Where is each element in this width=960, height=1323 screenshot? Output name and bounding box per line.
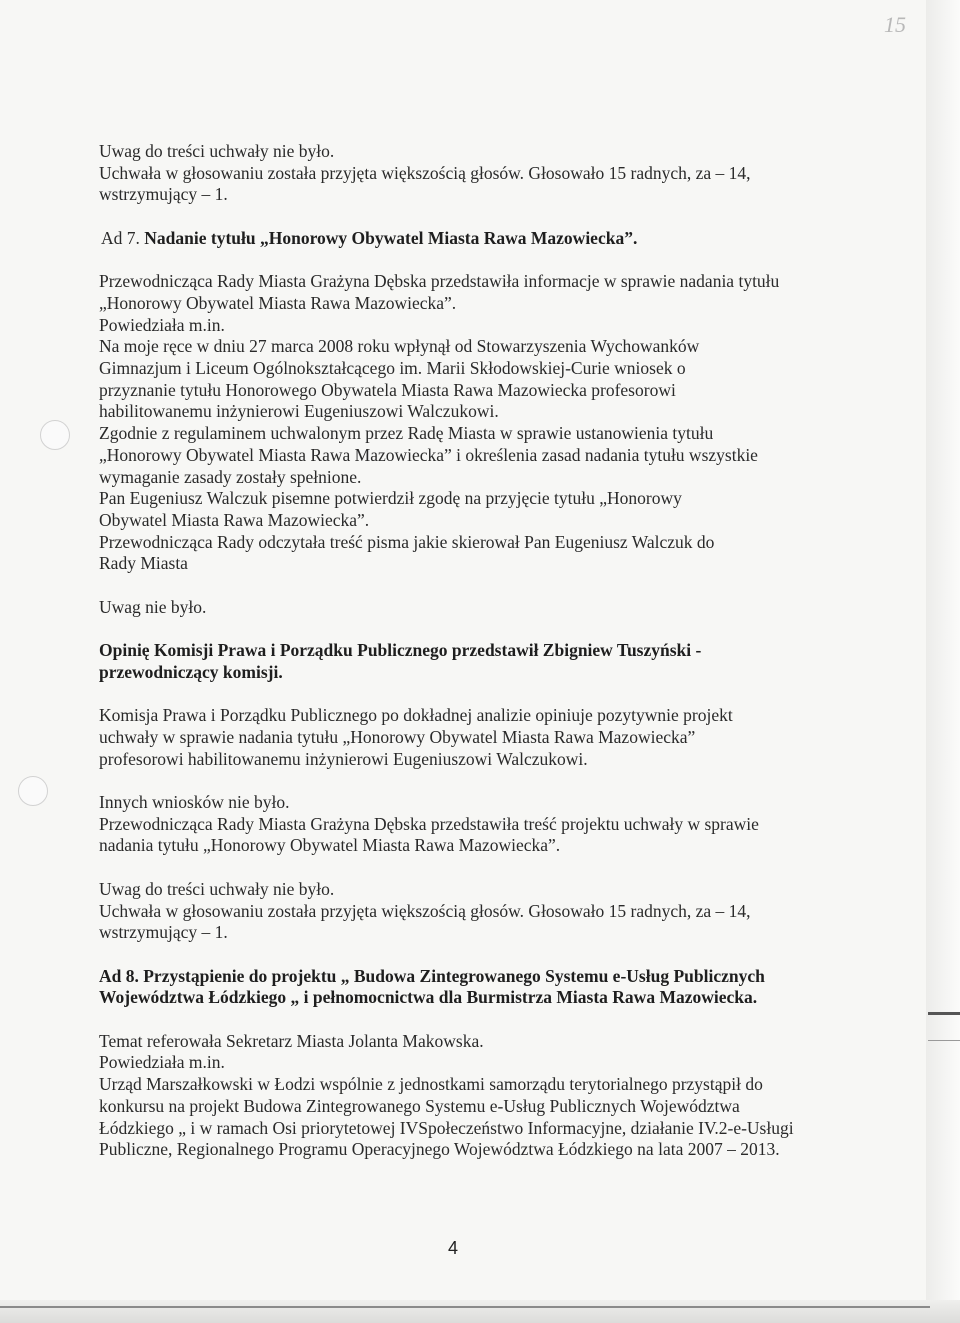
text-line: profesorowi habilitowanemu inżynierowi Eugeniuszowi Walczukowi. <box>99 748 588 769</box>
bold-line: Opinię Komisji Prawa i Porządku Publicznego przedstawił Zbigniew Tuszyński - <box>99 640 702 661</box>
text-line: Na moje ręce w dniu 27 marca 2008 roku wpłynął od Stowarzyszenia Wychowanków <box>99 336 700 357</box>
scan-edge-mark-secondary <box>928 1040 960 1041</box>
text-line: „Honorowy Obywatel Miasta Rawa Mazowiecka”. <box>99 292 457 313</box>
text-line: wstrzymujący – 1. <box>99 922 228 943</box>
paragraph-p1 <box>99 141 869 206</box>
paragraph-p3 <box>99 271 869 575</box>
text-line: Pan Eugeniusz Walczuk pisemne potwierdził zgodę na przyjęcie tytułu „Honorowy <box>99 488 682 509</box>
text-line: Przewodnicząca Rady Miasta Grażyna Dębska przedstawiła treść projektu uchwały w sprawie <box>99 813 759 834</box>
text-line: Przewodnicząca Rady Miasta Grażyna Dębska przedstawiła informacje w sprawie nadania tytułu <box>99 271 780 292</box>
bold-line: Ad 8. Przystąpienie do projektu „ Budowa Zintegrowanego Systemu e-Usług Publicznych <box>99 965 765 986</box>
paragraph-p8 <box>99 879 869 944</box>
text-line: „Honorowy Obywatel Miasta Rawa Mazowiecka” i określenia zasad nadania tytułu wszystkie <box>99 444 758 465</box>
text-line: Uwag nie było. <box>99 596 207 617</box>
text-line: wymaganie zasady zostały spełnione. <box>99 466 362 487</box>
paragraph-p7 <box>99 792 869 857</box>
text-line: przyznanie tytułu Honorowego Obywatela Miasta Rawa Mazowiecka profesorowi <box>99 379 676 400</box>
text-line: Gimnazjum i Liceum Ogólnokształcącego im. Marii Skłodowskiej-Curie wniosek o <box>99 358 686 378</box>
text-line: Zgodnie z regulaminem uchwalonym przez Radę Miasta w sprawie ustanowienia tytułu <box>99 423 714 444</box>
scan-edge-right <box>926 0 960 1323</box>
scan-edge-line <box>0 1306 930 1308</box>
text-line: Uchwała w głosowaniu została przyjęta większością głosów. Głosowało 15 radnych, za – 14, <box>99 162 751 183</box>
agenda-item-title: Nadanie tytułu „Honorowy Obywatel Miasta Rawa Mazowiecka”. <box>139 227 638 248</box>
paragraph-p10 <box>99 1031 869 1161</box>
text-line: Uchwała w głosowaniu została przyjęta większością głosów. Głosowało 15 radnych, za – 14, <box>99 900 751 921</box>
text-line: Przewodnicząca Rady odczytała treść pisma jakie skierował Pan Eugeniusz Walczuk do <box>99 531 715 552</box>
text-line: Publiczne, Regionalnego Programu Operacyjnego Województwa Łódzkiego na lata 2007 – 2013. <box>99 1139 780 1160</box>
text-line: nadania tytułu „Honorowy Obywatel Miasta Rawa Mazowiecka”. <box>99 835 561 856</box>
text-line: Rady Miasta <box>99 553 188 574</box>
heading-line <box>99 228 869 250</box>
text-line: Obywatel Miasta Rawa Mazowiecka”. <box>99 509 370 530</box>
text-line: Komisja Prawa i Porządku Publicznego po dokładnej analizie opiniuje pozytywnie projekt <box>99 705 733 726</box>
committee-opinion-heading <box>99 640 869 683</box>
section-heading-ad8 <box>99 966 869 1009</box>
text-line: Innych wniosków nie było. <box>99 792 290 812</box>
punch-hole-icon <box>40 420 70 450</box>
document-body <box>99 141 869 1161</box>
bold-line: przewodniczący komisji. <box>99 661 283 682</box>
text-line: Uwag do treści uchwały nie było. <box>99 141 335 161</box>
agenda-item-prefix: Ad 7. <box>101 227 140 248</box>
punch-hole-icon <box>18 776 48 806</box>
text-line: Powiedziała m.in. <box>99 1052 225 1073</box>
text-line: Powiedziała m.in. <box>99 314 225 335</box>
section-heading-ad7 <box>99 228 869 250</box>
text-line: uchwały w sprawie nadania tytułu „Honorowy Obywatel Miasta Rawa Mazowiecka” <box>99 726 696 747</box>
paragraph-p6 <box>99 705 869 770</box>
text-line: habilitowanemu inżynierowi Eugeniuszowi Walczukowi. <box>99 401 499 422</box>
text-line: Temat referowała Sekretarz Miasta Jolanta Makowska. <box>99 1030 484 1051</box>
paragraph-p4 <box>99 597 869 619</box>
text-line: Urząd Marszałkowski w Łodzi wspólnie z jednostkami samorządu terytorialnego przystąpił do <box>99 1074 763 1095</box>
text-line: konkursu na projekt Budowa Zintegrowanego Systemu e-Usług Publicznych Województwa <box>99 1095 740 1116</box>
text-line: Uwag do treści uchwały nie było. <box>99 878 335 899</box>
page-number: 4 <box>447 1238 458 1258</box>
scan-edge-bottom <box>0 1300 960 1323</box>
handwritten-page-mark: 15 <box>884 12 906 37</box>
bold-line: Województwa Łódzkiego „ i pełnomocnictwa dla Burmistrza Miasta Rawa Mazowiecka. <box>99 987 758 1008</box>
text-line: wstrzymujący – 1. <box>99 184 228 205</box>
text-line: Łódzkiego „ i w ramach Osi priorytetowej IVSpołeczeństwo Informacyjne, działanie IV.2-e-Usługi <box>99 1117 794 1138</box>
scan-edge-mark <box>928 1012 960 1015</box>
